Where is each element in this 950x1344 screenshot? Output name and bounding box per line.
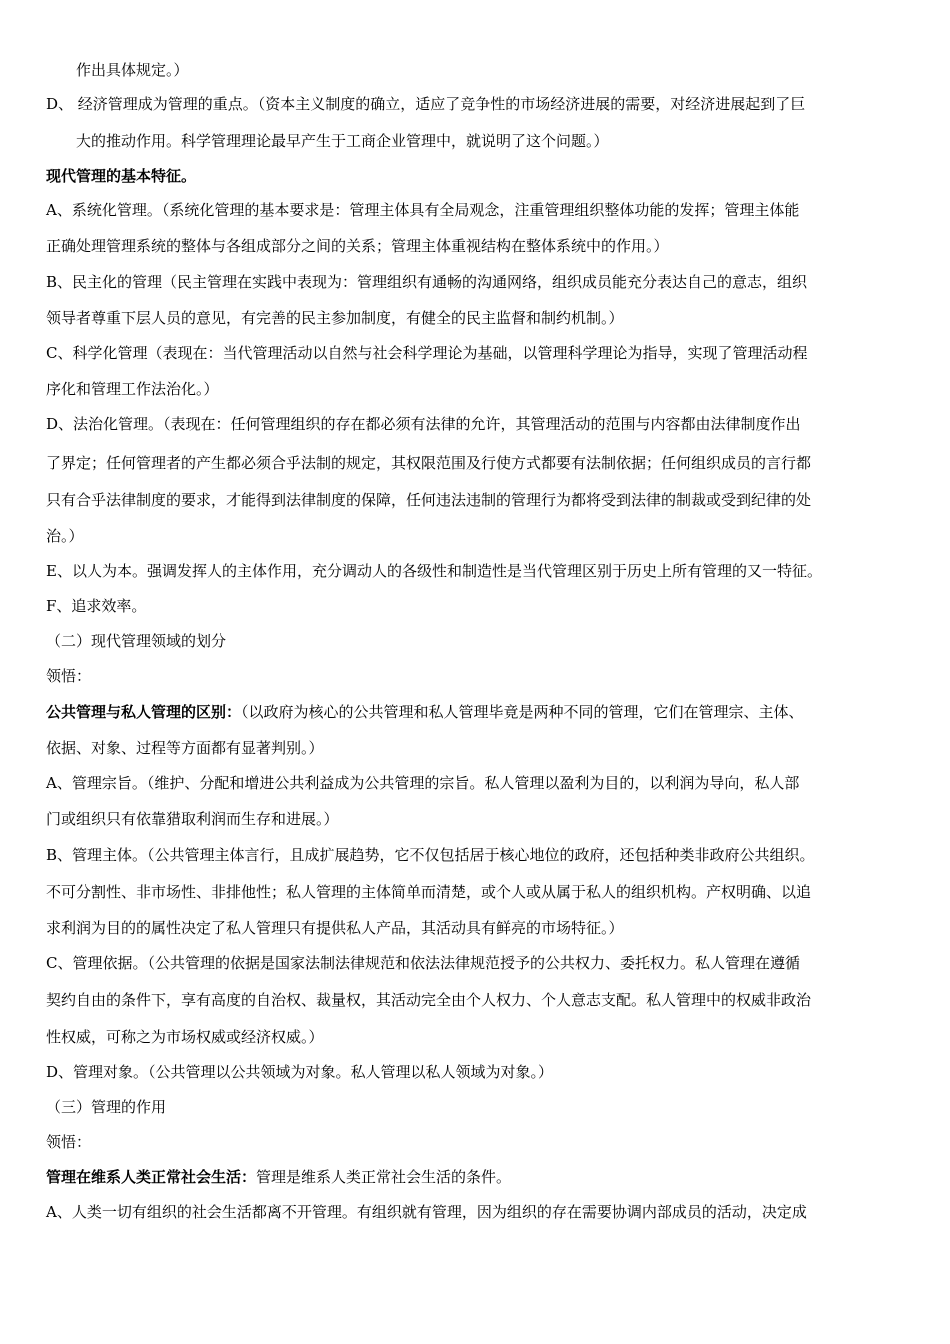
section-heading: 现代管理的基本特征。	[46, 167, 197, 185]
text-line: C、管理依据。（公共管理的依据是国家法制法律规范和依法法律规范授予的公共权力、委托权力。私人管理在遵循	[46, 954, 800, 972]
text-line: 求利润为目的的属性决定了私人管理只有提供私人产品，其活动具有鲜亮的市场特征。）	[46, 919, 624, 937]
text-line: D、管理对象。（公共管理以公共领域为对象。私人管理以私人领域为对象。）	[46, 1063, 554, 1081]
text-span: 管理是维系人类正常社会生活的条件。	[256, 1168, 512, 1186]
text-line: 治。）	[46, 527, 84, 545]
text-line: B、民主化的管理（民主管理在实践中表现为：管理组织有通畅的沟通网络，组织成员能充分表达自己的意志，组织	[46, 273, 808, 291]
text-line: F、追求效率。	[46, 597, 147, 615]
text-line: 只有合乎法律制度的要求，才能得到法律制度的保障，任何违法违制的管理行为都将受到法律的制裁或受到纪律的处	[46, 491, 812, 509]
text-line: B、管理主体。（公共管理主体言行，且成扩展趋势，它不仅包括居于核心地位的政府，还包括种类非政府公共组织。	[46, 846, 815, 864]
section-heading: （三）管理的作用	[46, 1098, 167, 1116]
text-line: A、系统化管理。（系统化管理的基本要求是：管理主体具有全局观念，注重管理组织整体功能的发挥；管理主体能	[46, 201, 800, 219]
text-line: 契约自由的条件下，享有高度的自治权、裁量权，其活动完全由个人权力、个人意志支配。私人管理中的权威非政治	[46, 991, 812, 1009]
text-line: 依据、对象、过程等方面都有显著判别。）	[46, 739, 324, 757]
text-line: 领导者尊重下层人员的意见，有完善的民主参加制度，有健全的民主监督和制约机制。）	[46, 309, 624, 327]
section-heading: （二）现代管理领域的划分	[46, 632, 227, 650]
text-line: D、 经济管理成为管理的重点。（资本主义制度的确立，适应了竞争性的市场经济进展的需要，对经济进展起到了巨	[46, 95, 806, 113]
bold-term: 管理在维系人类正常社会生活：	[46, 1168, 257, 1186]
text-line: A、人类一切有组织的社会生活都离不开管理。有组织就有管理，因为组织的存在需要协调内部成员的活动，决定成	[46, 1203, 807, 1221]
text-line: C、科学化管理（表现在：当代管理活动以自然与社会科学理论为基础，以管理科学理论为指导，实现了管理活动程	[46, 344, 808, 362]
text-line: 领悟：	[46, 1133, 92, 1151]
text-line: 大的推动作用。科学管理理论最早产生于工商企业管理中，就说明了这个问题。）	[76, 132, 609, 150]
bold-term: 公共管理与私人管理的区别：	[46, 703, 242, 721]
text-line: E、以人为本。强调发挥人的主体作用，充分调动人的各级性和制造性是当代管理区别于历史上所有管理的又一特征。	[46, 562, 822, 580]
text-line: 不可分割性、非市场性、非排他性；私人管理的主体简单而清楚，或个人或从属于私人的组织机构。产权明确、以追	[46, 883, 812, 901]
text-line	[46, 1167, 511, 1187]
text-line: 正确处理管理系统的整体与各组成部分之间的关系；管理主体重视结构在整体系统中的作用。）	[46, 237, 669, 255]
text-span: （以政府为核心的公共管理和私人管理毕竟是两种不同的管理，它们在管理宗、主体、	[241, 703, 804, 721]
text-line: 了界定；任何管理者的产生都必须合乎法制的规定，其权限范围及行使方式都要有法制依据；任何组织成员的言行都	[46, 454, 812, 472]
text-line	[46, 702, 804, 722]
text-line: 领悟：	[46, 667, 92, 685]
text-line: 序化和管理工作法治化。）	[46, 380, 219, 398]
text-line: 性权威，可称之为市场权威或经济权威。）	[46, 1028, 324, 1046]
text-line: A、管理宗旨。（维护、分配和增进公共利益成为公共管理的宗旨。私人管理以盈利为目的，以利润为导向，私人部	[46, 774, 800, 792]
text-line: 作出具体规定。）	[76, 61, 189, 79]
text-line: D、法治化管理。（表现在：任何管理组织的存在都必须有法律的允许，其管理活动的范围与内容都由法律制度作出	[46, 415, 801, 433]
text-line: 门或组织只有依靠猎取利润而生存和进展。）	[46, 810, 339, 828]
